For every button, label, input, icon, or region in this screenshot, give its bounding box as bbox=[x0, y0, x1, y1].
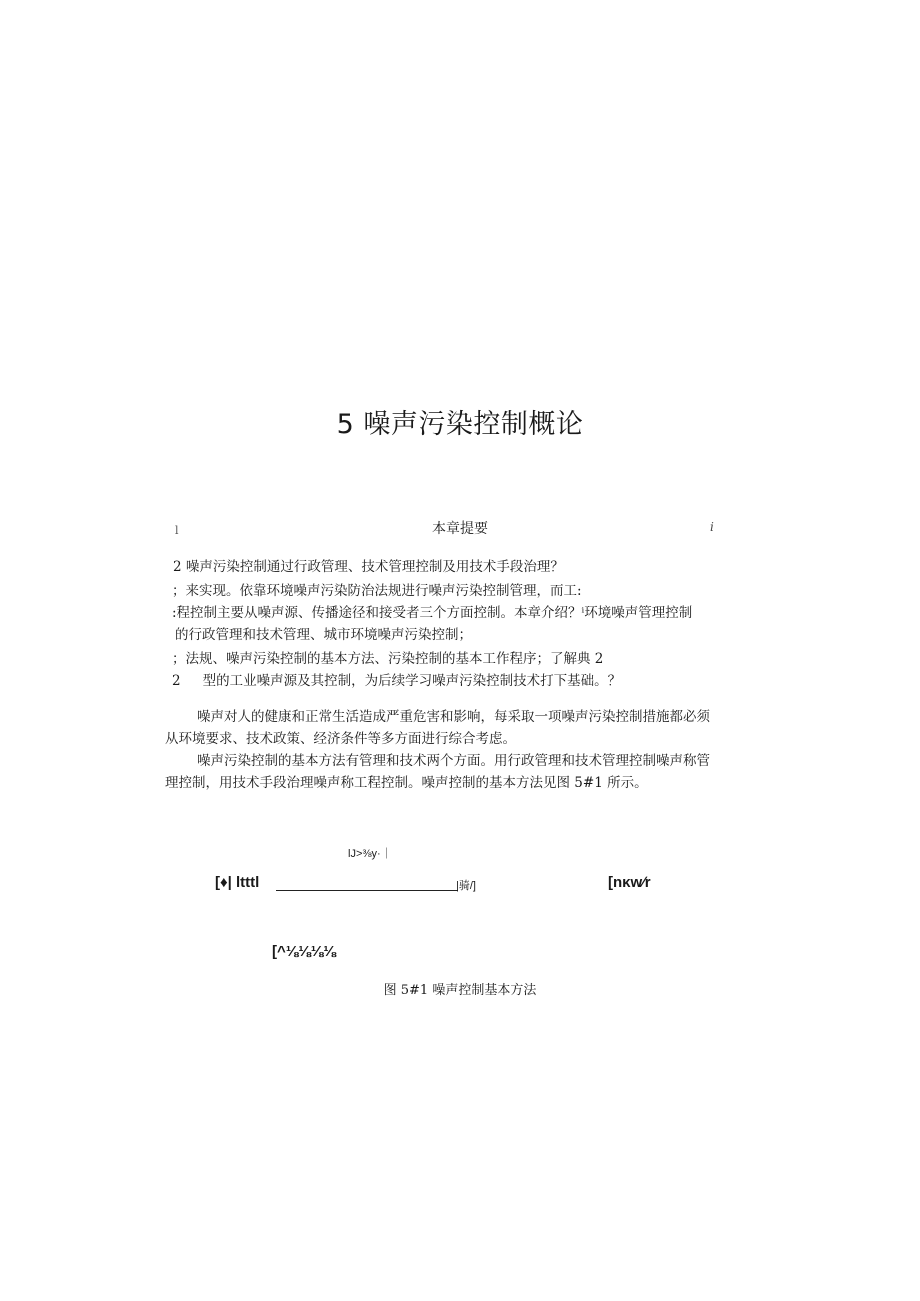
paragraph-2-line-1: 噪声污染控制的基本方法有管理和技术两个方面。用行政管理和技术管理控制噪声称管 bbox=[197, 753, 710, 769]
summary-line-1: 2 噪声污染控制通过行政管理、技术管理控制及用技术手段治理？ bbox=[173, 559, 564, 575]
chapter-title: 5 噪声污染控制概论 bbox=[336, 409, 584, 440]
figure-bottom-label: [^⅛⅛⅛⅛ bbox=[272, 943, 336, 960]
paragraph-2-line-2: 理控制，用技术手段治理噪声称工程控制。噪声控制的基本方法见图 5#1 所示。 bbox=[165, 775, 648, 791]
figure-left-label: [♦| ltttl bbox=[215, 874, 260, 891]
summary-line-6-number: 2 bbox=[172, 673, 181, 689]
paragraph-1-line-1: 噪声对人的健康和正常生活造成严重危害和影响，每采取一项噪声污染控制措施都必须 bbox=[197, 709, 710, 725]
figure-top-label: lJ>⅜y·｜ bbox=[348, 848, 392, 860]
summary-line-6 bbox=[172, 669, 621, 689]
summary-line-5: ；法规、噪声污染控制的基本方法、污染控制的基本工作程序；了解典 2 bbox=[172, 651, 604, 667]
summary-line-4: 的行政管理和技术管理、城市环境噪声污染控制； bbox=[175, 627, 472, 643]
figure-connector-line bbox=[276, 890, 458, 891]
summary-line-6-text: 型的工业噪声源及其控制，为后续学习噪声污染控制技术打下基础。？ bbox=[202, 673, 622, 689]
summary-line-3: :程控制主要从噪声源、传播途径和接受者三个方面控制。本章介绍？ⁱ环境噪声管理控制 bbox=[172, 605, 693, 621]
summary-line-2: ；来实现。依靠环境噪声污染防治法规进行噪声污染控制管理，而工: bbox=[172, 583, 582, 599]
summary-right-mark: i bbox=[710, 520, 714, 534]
figure-right-label: [nκw∕r bbox=[608, 874, 651, 891]
summary-title: 本章提要 bbox=[432, 521, 488, 537]
figure-caption: 图 5#1 噪声控制基本方法 bbox=[383, 983, 537, 998]
paragraph-1-line-2: 从环境要求、技术政策、经济条件等多方面进行综合考虑。 bbox=[165, 731, 516, 747]
figure-mid-label: |骑/] bbox=[456, 880, 476, 892]
summary-left-mark: l bbox=[175, 524, 179, 537]
